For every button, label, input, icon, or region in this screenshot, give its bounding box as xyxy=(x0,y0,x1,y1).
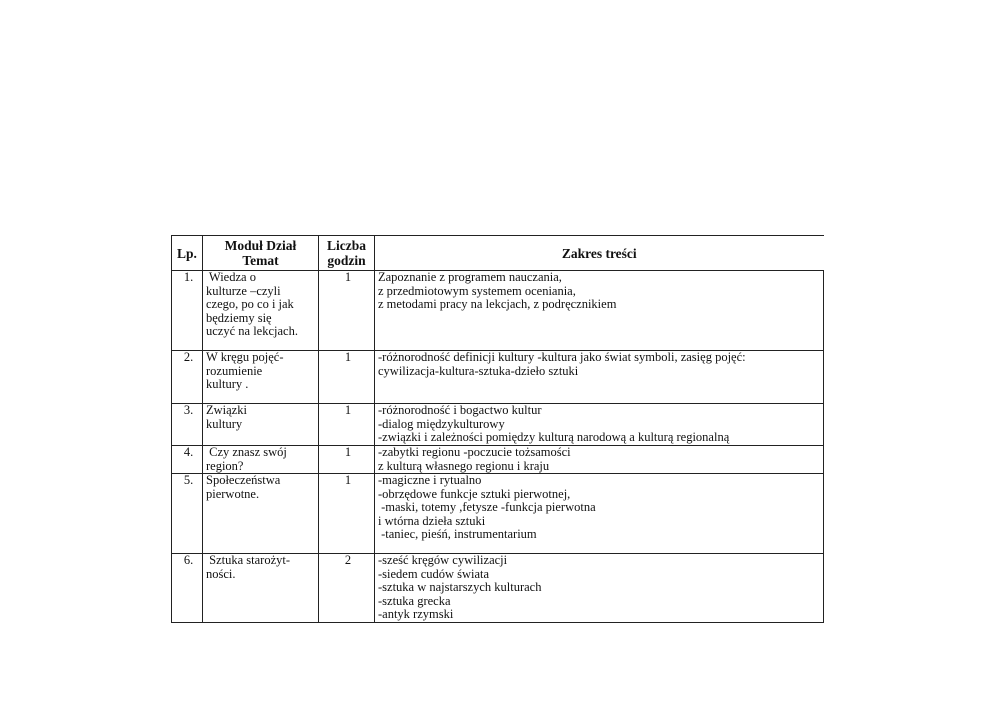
row-content xyxy=(375,404,824,446)
content-line: -sztuka grecka xyxy=(378,593,451,608)
topic-line: region? xyxy=(206,458,244,473)
row-hours: 2 xyxy=(319,554,375,623)
topic-line: kulturze –czyli xyxy=(206,283,281,298)
row-topic xyxy=(203,271,319,351)
row-content xyxy=(375,271,824,351)
header-row xyxy=(172,236,824,271)
topic-line: ności. xyxy=(206,566,236,581)
topic-line: kultury xyxy=(206,416,243,431)
row-topic xyxy=(203,474,319,554)
header-hours-line2: godzin xyxy=(327,253,366,268)
row-hours: 1 xyxy=(319,404,375,446)
topic-line: Sztuka starożyt- xyxy=(206,553,291,567)
header-hours xyxy=(319,236,375,271)
header-topic-line2: Temat xyxy=(242,253,279,268)
content-line: -dialog międzykulturowy xyxy=(378,416,505,431)
content-line: -sztuka w najstarszych kulturach xyxy=(378,580,542,594)
row-number: 4. xyxy=(172,446,203,474)
topic-line: rozumienie xyxy=(206,363,263,378)
topic-line: Wiedza o xyxy=(206,270,256,284)
header-content: Zakres treści xyxy=(375,236,824,271)
header-topic-line1: Moduł Dział xyxy=(224,238,297,253)
content-line: -sześć kręgów cywilizacji xyxy=(378,553,508,567)
row-topic xyxy=(203,554,319,623)
header-lp: Lp. xyxy=(172,236,203,271)
content-line: -magiczne i rytualno xyxy=(378,473,482,487)
content-line: z metodami pracy na lekcjach, z podręcznikiem xyxy=(378,297,617,311)
row-number: 1. xyxy=(172,271,203,351)
row-hours: 1 xyxy=(319,271,375,351)
table-body xyxy=(172,271,824,623)
row-content xyxy=(375,554,824,623)
row-content xyxy=(375,351,824,404)
table-row xyxy=(172,474,824,554)
header-topic xyxy=(203,236,319,271)
topic-line: uczyć na lekcjach. xyxy=(206,324,298,338)
content-line: -zabytki regionu -poczucie tożsamości xyxy=(378,445,571,459)
table-row xyxy=(172,554,824,623)
row-hours: 1 xyxy=(319,351,375,404)
row-number: 3. xyxy=(172,404,203,446)
table-row xyxy=(172,404,824,446)
content-line: z kulturą własnego regionu i kraju xyxy=(378,458,550,473)
topic-line: W kręgu pojęć- xyxy=(206,350,284,364)
content-line: cywilizacja-kultura-sztuka-dzieło sztuki xyxy=(378,363,579,378)
row-hours: 1 xyxy=(319,474,375,554)
content-line: -antyk rzymski xyxy=(378,607,454,621)
content-line: -związki i zależności pomiędzy kulturą narodową a kulturą regionalną xyxy=(378,430,730,444)
content-line: -różnorodność i bogactwo kultur xyxy=(378,403,542,417)
topic-line: pierwotne. xyxy=(206,486,260,501)
topic-line: czego, po co i jak xyxy=(206,297,294,311)
table-row xyxy=(172,446,824,474)
row-topic xyxy=(203,404,319,446)
content-line: -siedem cudów świata xyxy=(378,566,490,581)
topic-line: Społeczeństwa xyxy=(206,473,281,487)
row-content xyxy=(375,474,824,554)
curriculum-table xyxy=(171,235,824,623)
content-line: -różnorodność definicji kultury -kultura jako świat symboli, zasięg pojęć: xyxy=(378,350,746,364)
header-hours-line1: Liczba xyxy=(327,238,366,253)
content-line: z przedmiotowym systemem oceniania, xyxy=(378,283,576,298)
row-number: 2. xyxy=(172,351,203,404)
topic-line: będziemy się xyxy=(206,310,272,325)
content-line: -taniec, pieśń, instrumentarium xyxy=(378,527,537,541)
content-line: Zapoznanie z programem nauczania, xyxy=(378,270,562,284)
content-line: i wtórna dzieła sztuki xyxy=(378,513,486,528)
content-line: -obrzędowe funkcje sztuki pierwotnej, xyxy=(378,486,571,501)
table-row xyxy=(172,271,824,351)
row-topic xyxy=(203,351,319,404)
topic-line: Związki xyxy=(206,403,247,417)
row-topic xyxy=(203,446,319,474)
row-content xyxy=(375,446,824,474)
row-hours: 1 xyxy=(319,446,375,474)
table-row xyxy=(172,351,824,404)
topic-line: kultury . xyxy=(206,377,249,391)
row-number: 5. xyxy=(172,474,203,554)
topic-line: Czy znasz swój xyxy=(206,445,287,459)
content-line: -maski, totemy ,fetysze -funkcja pierwotna xyxy=(378,500,596,514)
row-number: 6. xyxy=(172,554,203,623)
